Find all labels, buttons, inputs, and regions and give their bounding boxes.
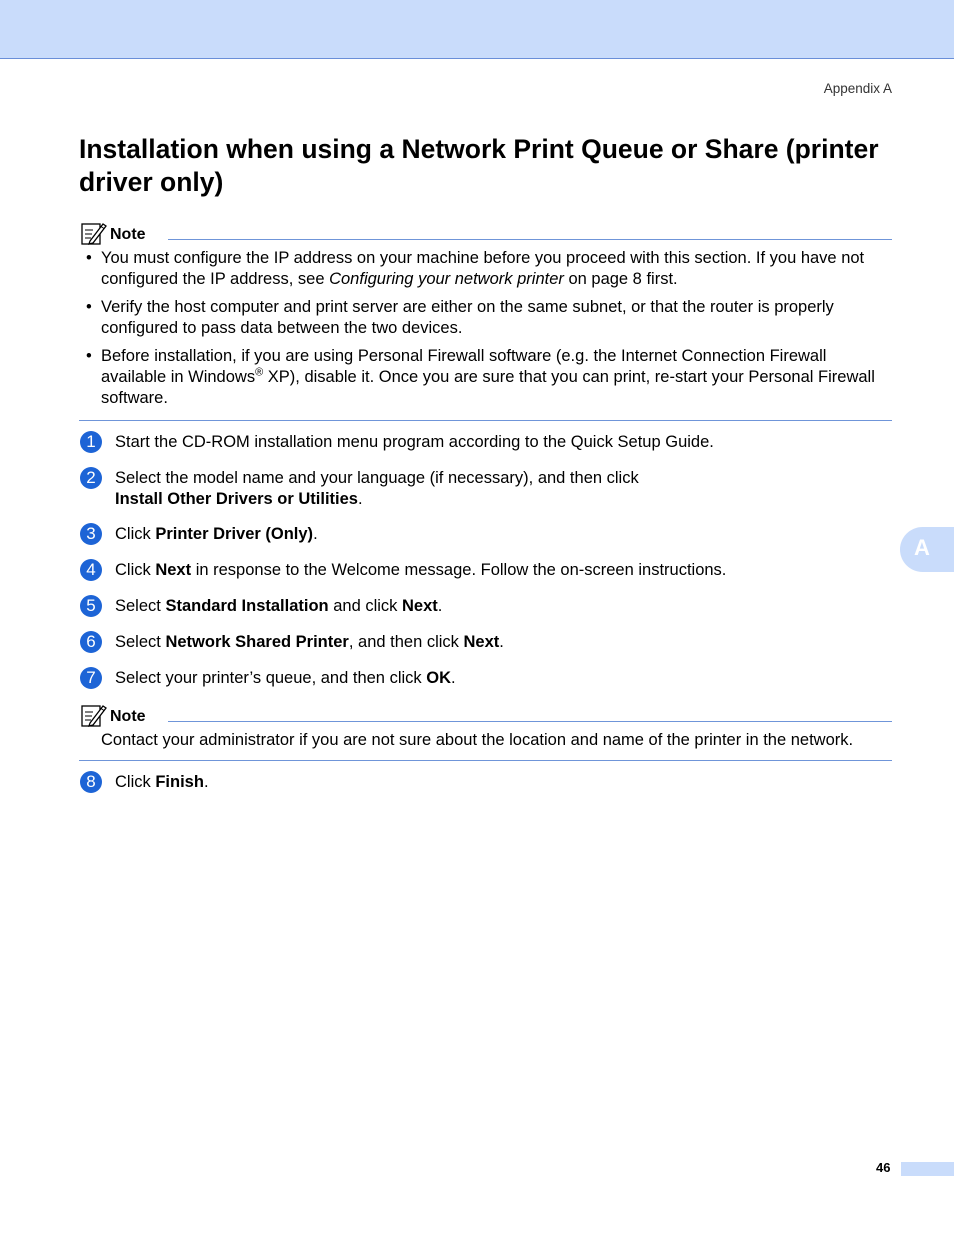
note-header [80, 221, 892, 247]
page-number: 46 [876, 1160, 891, 1175]
step-number-badge: 4 [80, 559, 102, 581]
step-text: Click Finish. [115, 773, 209, 791]
side-tab-letter: A [914, 535, 930, 560]
step-text: Select your printer’s queue, and then click OK. [115, 669, 456, 687]
step-number-badge: 7 [80, 667, 102, 689]
section-title: Installation when using a Network Print Queue or Share (printer driver only) [79, 134, 879, 197]
note-label: Note [110, 708, 146, 725]
step-text: Click Next in response to the Welcome message. Follow the on-screen instructions. [115, 561, 727, 579]
note-bullet-3: • Before installation, if you are using Personal Firewall software (e.g. the Internet Connection Firewall available in Windows® XP), disable it. Once you are sure that you can print, re-start your Personal Firewall software. [101, 346, 893, 409]
step-number-badge: 6 [80, 631, 102, 653]
note-divider [168, 721, 892, 722]
step-text: Start the CD-ROM installation menu program according to the Quick Setup Guide. [115, 433, 714, 451]
running-header: Appendix A [823, 81, 892, 96]
step-number-badge: 1 [80, 431, 102, 453]
note-header [80, 703, 892, 729]
note-divider [168, 239, 892, 240]
footer-band [901, 1162, 954, 1176]
step-number-badge: 5 [80, 595, 102, 617]
note-end-divider [79, 760, 892, 761]
appendix-side-tab [900, 527, 954, 572]
step-text: Select the model name and your language (if necessary), and then click Install Other Drivers or Utilities. [115, 469, 639, 508]
step-number-badge: 3 [80, 523, 102, 545]
note-label: Note [110, 226, 146, 243]
note-text: Contact your administrator if you are not sure about the location and name of the printer in the network. [101, 731, 854, 749]
step-text: Select Network Shared Printer, and then click Next. [115, 633, 504, 651]
step-text: Select Standard Installation and click Next. [115, 597, 443, 615]
header-band [0, 0, 954, 59]
step-number-badge: 8 [80, 771, 102, 793]
note-pencil-icon [80, 221, 107, 246]
note-pencil-icon [80, 703, 107, 728]
note-bullet-1: • You must configure the IP address on your machine before you proceed with this section. If you have not configured the IP address, see Configuring your network printer on page 8 first. [101, 248, 893, 290]
step-number-badge: 2 [80, 467, 102, 489]
step-text: Click Printer Driver (Only). [115, 525, 318, 543]
note-end-divider [79, 420, 892, 421]
note-bullet-2: • Verify the host computer and print server are either on the same subnet, or that the router is properly configured to pass data between the two devices. [101, 297, 893, 339]
note-bullet-list [101, 248, 893, 416]
